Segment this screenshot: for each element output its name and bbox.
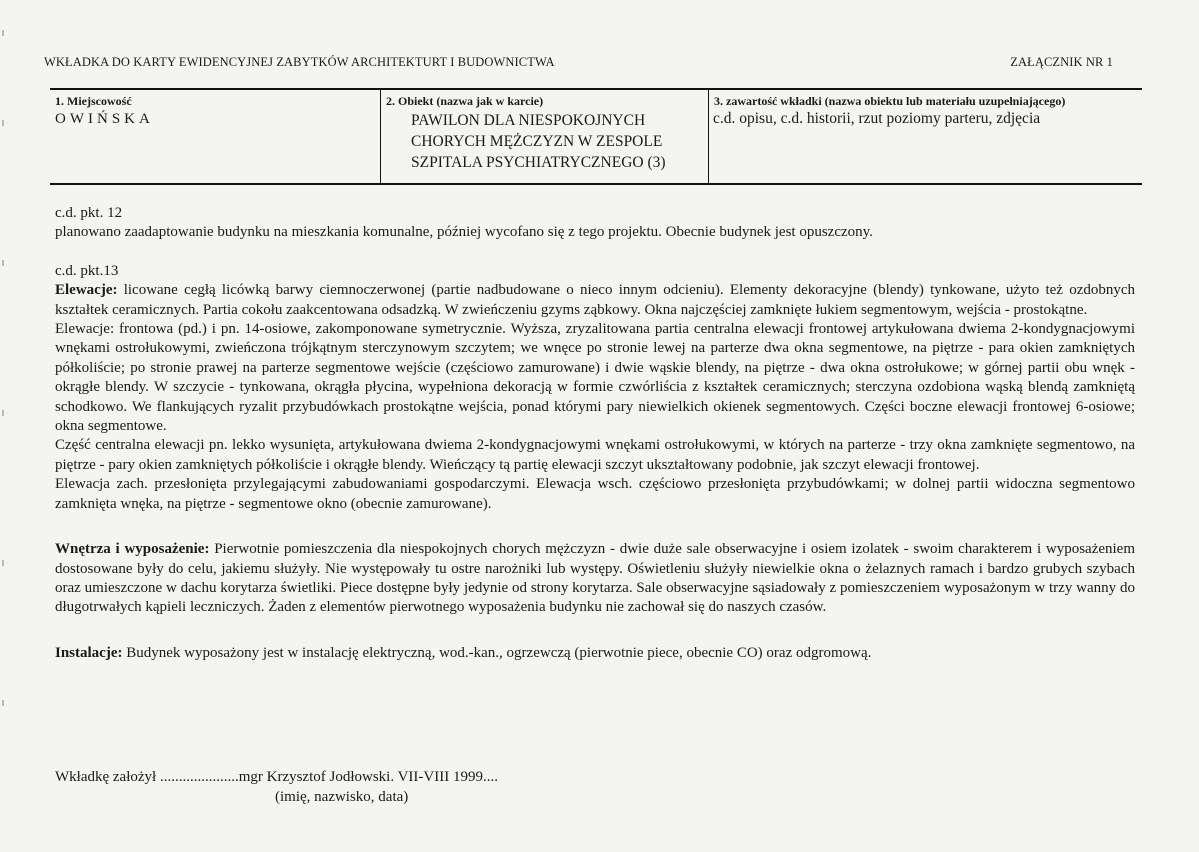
pkt13-heading: c.d. pkt.13 (55, 262, 119, 279)
object-value: PAWILON DLA NIESPOKOJNYCH CHORYCH MĘŻCZYZN W ZESPOLE SZPITALA PSYCHIATRYCZNEGO (3) (411, 112, 666, 171)
central-part-paragraph: Część centralna elewacji pn. lekko wysunięta, artykułowana dwiema 2-kondygnacjowymi wnękami ostrołukowymi, w których na parterze - trzy okna zamknięte segmentowo, na piętrze - pary okien zamkniętych półkoliście i okrągłe blendy. Wieńczący tą partię elewacji szczyt ukształtowany podobnie, jak szczyt elewacji frontowej. (55, 437, 1135, 473)
contents-label: 3. zawartość wkładki (nazwa obiektu lub materiału uzupełniającego) (714, 94, 1066, 108)
locality-cell (50, 90, 381, 183)
installations-label: Instalacje: (55, 644, 123, 661)
scan-edge-marks (0, 0, 6, 852)
locality-label: 1. Miejscowość (55, 94, 132, 108)
header-box (50, 88, 1142, 185)
object-label: 2. Obiekt (nazwa jak w karcie) (386, 94, 544, 108)
interiors-label: Wnętrza i wyposażenie: (55, 541, 210, 558)
west-elevation-paragraph: Elewacja zach. przesłonięta przylegającymi zabudowaniami gospodarczymi. Elewacja wsch. częściowo przesłonięta przybudówkami; w dolnej partii widoczna segmentowo zamknięta wnęka, na piętrze - segmentowe okno (obecnie zamurowane). (55, 476, 1135, 512)
contents-value: c.d. opisu, c.d. historii, rzut poziomy parteru, zdjęcia (713, 110, 1041, 127)
signature-line: Wkładkę założył .....................mgr Krzysztof Jodłowski. VII-VIII 1999.... (55, 769, 498, 785)
elevations-label: Elewacje: (55, 282, 118, 299)
front-elevation-paragraph: Elewacje: frontowa (pd.) i pn. 14-osiowe, zakomponowane symetrycznie. Wyższa, zryzalitowana partia centralna elewacji frontowej artykułowana dwiema 2-kondygnacjowymi wnękami ostrołukowymi, zwieńczona trójkątnym sterczynowym szczytem; we wnęce po stronie lewej na parterze dwa okna segmentowe, na piętrze - para okien zamkniętych półkoliście; po stronie prawej na parterze segmentowe wejście (częściowo zamurowane) i dwie wąskie blendy, na piętrze - dwa okna ostrołukowe; w górnej partii obu wnęk - okrągłe blendy. W szczycie - tynkowana, okrągła płycina, wypełniona dekoracją w formie czwórliścia z kształtek ceramicznych; sterczyna ozdobiona wąską blendą zamkniętą schodkowo. We flankujących ryzalit przybudówkach prostokątne wejścia, ponad którymi pary niewielkich okienek segmentowych. Części boczne elewacji frontowej 6-osiowe; okna segmentowe. (55, 321, 1135, 435)
annex-number: ZAŁĄCZNIK NR 1 (1010, 55, 1113, 69)
pkt12-paragraph: planowano zaadaptowanie budynku na mieszkania komunalne, później wycofano się z tego projektu. Obecnie budynek jest opuszczony. (55, 224, 873, 241)
body-text (55, 204, 1135, 663)
object-cell (381, 90, 709, 183)
locality-value: OWIŃSKA (55, 111, 154, 127)
contents-cell (709, 90, 1142, 183)
signature-block (55, 767, 498, 807)
elevations-paragraph: Elewacje: licowane cegłą licówką barwy ciemnoczerwonej (partie nadbudowane o nieco innym odcieniu). Elementy dekoracyjne (blendy) tynkowane, użyto też ozdobnych kształtek ceramicznych. Partia cokołu zaakcentowana odsadzką. W zwieńczeniu gzyms ząbkowy. Okna najczęściej zamknięte łukiem segmentowym, wejścia - prostokątne. (55, 282, 1136, 318)
form-title: WKŁADKA DO KARTY EWIDENCYJNEJ ZABYTKÓW ARCHITEKTURT I BUDOWNICTWA (44, 55, 555, 69)
interiors-paragraph: Wnętrza i wyposażenie: Pierwotnie pomieszczenia dla niespokojnych chorych mężczyzn - dwie duże sale obserwacyjne i osiem izolatek - swoim charakterem i wyposażeniem dostosowane były do celu, jakiemu służyły. Nie występowały tu ostre narożniki lub występy. Oświetleniu służyły niewielkie okna o żelaznych ramach i bardzo grubych szybach oraz umieszczone w dachu korytarza świetliki. Piece dostępne były jedynie od strony korytarza. Sale obserwacyjne sąsiadowały z pomieszczeniem wyposażonym w trzy wanny do długotrwałych kąpieli leczniczych. Żaden z elementów pierwotnego wyposażenia budynku nie zachował się do naszych czasów. (55, 541, 1136, 616)
installations-paragraph: Instalacje: Budynek wyposażony jest w instalację elektryczną, wod.-kan., ogrzewczą (pierwotnie piece, obecnie CO) oraz odgromową. (55, 644, 872, 661)
pkt12-heading: c.d. pkt. 12 (55, 205, 123, 221)
signature-hint: (imię, nazwisko, data) (275, 789, 409, 805)
